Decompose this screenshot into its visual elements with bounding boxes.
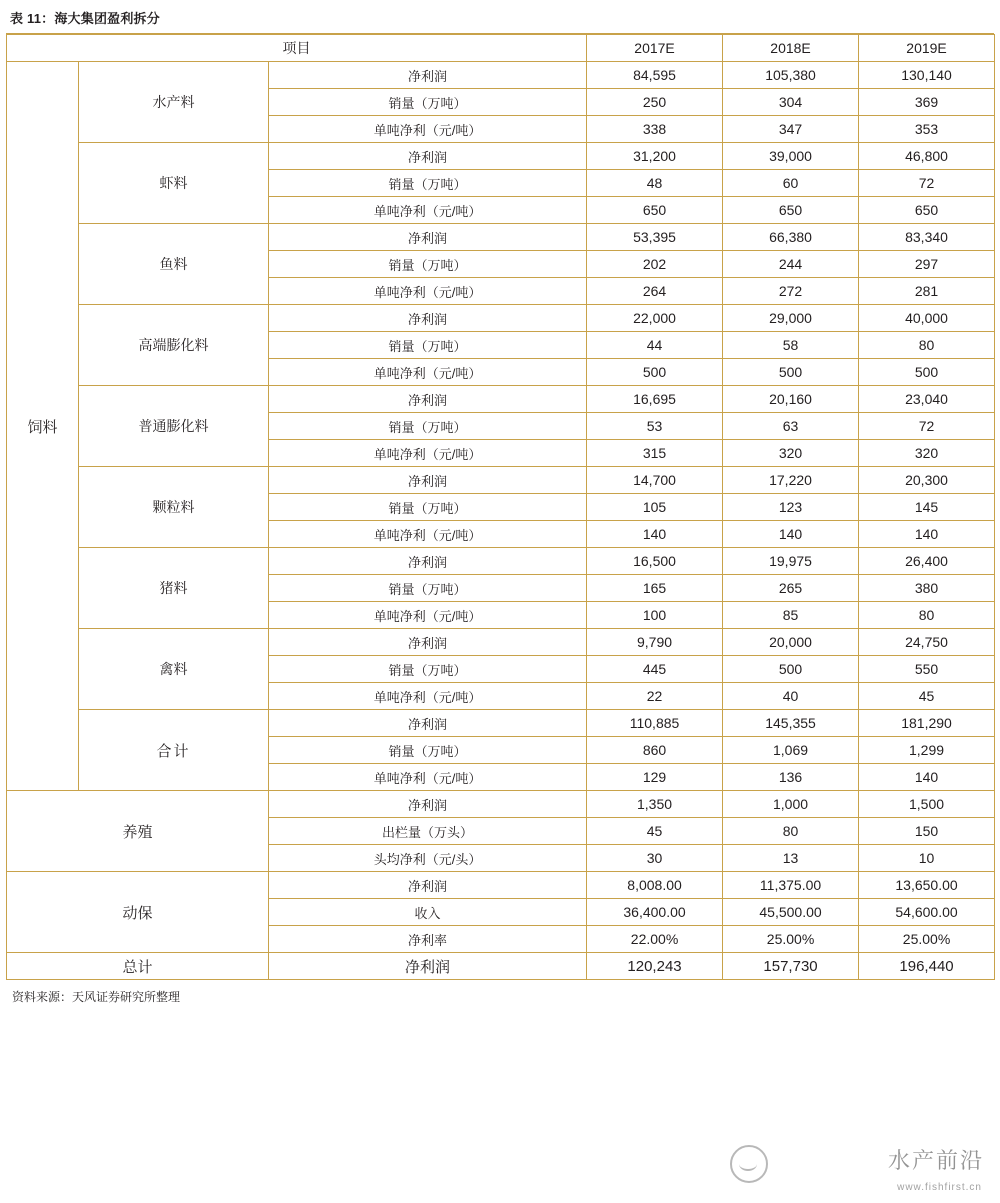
cell-value: 272 [723, 278, 859, 305]
cell-value: 1,350 [587, 791, 723, 818]
cell-value: 281 [859, 278, 995, 305]
table-head [7, 35, 995, 62]
cell-value: 110,885 [587, 710, 723, 737]
cell-value: 264 [587, 278, 723, 305]
metric-label: 净利率 [269, 926, 587, 953]
group-label-poultry: 禽料 [79, 629, 269, 710]
metric-label: 净利润 [269, 143, 587, 170]
table-row [7, 62, 995, 89]
cell-value: 196,440 [859, 953, 995, 980]
metric-label: 出栏量（万头） [269, 818, 587, 845]
cell-value: 25.00% [859, 926, 995, 953]
metric-label: 单吨净利（元/吨） [269, 683, 587, 710]
cell-value: 84,595 [587, 62, 723, 89]
cell-value: 19,975 [723, 548, 859, 575]
cell-value: 353 [859, 116, 995, 143]
group-label-shrimp: 虾料 [79, 143, 269, 224]
cell-value: 16,695 [587, 386, 723, 413]
table-row [7, 710, 995, 737]
cell-value: 369 [859, 89, 995, 116]
cell-value: 347 [723, 116, 859, 143]
cell-value: 500 [587, 359, 723, 386]
group-label-pig: 猪料 [79, 548, 269, 629]
cell-value: 58 [723, 332, 859, 359]
cell-value: 30 [587, 845, 723, 872]
cell-value: 22,000 [587, 305, 723, 332]
header-row [7, 35, 995, 62]
cell-value: 105,380 [723, 62, 859, 89]
cell-value: 14,700 [587, 467, 723, 494]
cell-value: 63 [723, 413, 859, 440]
metric-label: 净利润 [269, 710, 587, 737]
table-row [7, 224, 995, 251]
cell-value: 13 [723, 845, 859, 872]
cell-value: 53,395 [587, 224, 723, 251]
cell-value: 24,750 [859, 629, 995, 656]
metric-label: 净利润 [269, 791, 587, 818]
metric-label: 单吨净利（元/吨） [269, 116, 587, 143]
cell-value: 40 [723, 683, 859, 710]
cell-value: 129 [587, 764, 723, 791]
group-label-subtotal: 合计 [79, 710, 269, 791]
table-caption: 表 11：海大集团盈利拆分 [10, 11, 160, 26]
cell-value: 1,069 [723, 737, 859, 764]
group-label-aqua: 水产料 [79, 62, 269, 143]
cell-value: 500 [723, 359, 859, 386]
cell-value: 140 [859, 764, 995, 791]
cell-value: 304 [723, 89, 859, 116]
cell-value: 105 [587, 494, 723, 521]
cell-value: 320 [723, 440, 859, 467]
metric-label: 单吨净利（元/吨） [269, 521, 587, 548]
cell-value: 54,600.00 [859, 899, 995, 926]
cell-value: 265 [723, 575, 859, 602]
cell-value: 85 [723, 602, 859, 629]
header-year-2017e: 2017E [587, 35, 723, 62]
cell-value: 80 [859, 332, 995, 359]
cell-value: 250 [587, 89, 723, 116]
cell-value: 1,000 [723, 791, 859, 818]
cell-value: 157,730 [723, 953, 859, 980]
cell-value: 72 [859, 413, 995, 440]
watermark-url: www.fishfirst.cn [897, 1182, 982, 1193]
metric-label: 净利润 [269, 386, 587, 413]
cell-value: 45 [587, 818, 723, 845]
cell-value: 44 [587, 332, 723, 359]
cell-value: 48 [587, 170, 723, 197]
cell-value: 29,000 [723, 305, 859, 332]
group-label-grand-total: 总计 [7, 953, 269, 980]
cell-value: 320 [859, 440, 995, 467]
cell-value: 80 [859, 602, 995, 629]
cell-value: 8,008.00 [587, 872, 723, 899]
table-row [7, 467, 995, 494]
metric-label: 销量（万吨） [269, 413, 587, 440]
metric-label: 销量（万吨） [269, 575, 587, 602]
table-row [7, 386, 995, 413]
cell-value: 145,355 [723, 710, 859, 737]
cell-value: 53 [587, 413, 723, 440]
group-label-normal-extruded: 普通膨化料 [79, 386, 269, 467]
cell-value: 9,790 [587, 629, 723, 656]
table-body [7, 62, 995, 980]
cell-value: 26,400 [859, 548, 995, 575]
cell-value: 22 [587, 683, 723, 710]
cell-value: 500 [723, 656, 859, 683]
metric-label: 净利润 [269, 467, 587, 494]
cell-value: 100 [587, 602, 723, 629]
metric-label: 净利润 [269, 953, 587, 980]
metric-label: 头均净利（元/头） [269, 845, 587, 872]
cell-value: 60 [723, 170, 859, 197]
cell-value: 338 [587, 116, 723, 143]
group-label-animal-health: 动保 [7, 872, 269, 953]
cell-value: 165 [587, 575, 723, 602]
cell-value: 25.00% [723, 926, 859, 953]
cell-value: 315 [587, 440, 723, 467]
cell-value: 40,000 [859, 305, 995, 332]
cell-value: 39,000 [723, 143, 859, 170]
cell-value: 83,340 [859, 224, 995, 251]
cell-value: 1,299 [859, 737, 995, 764]
cell-value: 36,400.00 [587, 899, 723, 926]
table-row [7, 143, 995, 170]
cell-value: 202 [587, 251, 723, 278]
cell-value: 550 [859, 656, 995, 683]
cell-value: 13,650.00 [859, 872, 995, 899]
cell-value: 20,160 [723, 386, 859, 413]
profit-breakdown-table [6, 34, 995, 980]
cell-value: 16,500 [587, 548, 723, 575]
metric-label: 收入 [269, 899, 587, 926]
group-label-fish: 鱼料 [79, 224, 269, 305]
cell-value: 650 [723, 197, 859, 224]
watermark-fish-icon [730, 1145, 768, 1183]
cell-value: 10 [859, 845, 995, 872]
cell-value: 140 [723, 521, 859, 548]
cell-value: 445 [587, 656, 723, 683]
metric-label: 销量（万吨） [269, 656, 587, 683]
cell-value: 140 [859, 521, 995, 548]
cell-value: 123 [723, 494, 859, 521]
metric-label: 销量（万吨） [269, 170, 587, 197]
table-row [7, 548, 995, 575]
cell-value: 66,380 [723, 224, 859, 251]
table-row [7, 791, 995, 818]
cell-value: 45 [859, 683, 995, 710]
metric-label: 净利润 [269, 62, 587, 89]
table-row-grand-total [7, 953, 995, 980]
table-row [7, 629, 995, 656]
cell-value: 20,000 [723, 629, 859, 656]
header-item: 项目 [7, 35, 587, 62]
metric-label: 净利润 [269, 305, 587, 332]
metric-label: 单吨净利（元/吨） [269, 440, 587, 467]
metric-label: 销量（万吨） [269, 494, 587, 521]
metric-label: 销量（万吨） [269, 737, 587, 764]
metric-label: 销量（万吨） [269, 89, 587, 116]
metric-label: 净利润 [269, 548, 587, 575]
cell-value: 136 [723, 764, 859, 791]
header-year-2019e: 2019E [859, 35, 995, 62]
cell-value: 181,290 [859, 710, 995, 737]
cell-value: 150 [859, 818, 995, 845]
cell-value: 145 [859, 494, 995, 521]
metric-label: 销量（万吨） [269, 332, 587, 359]
cell-value: 11,375.00 [723, 872, 859, 899]
metric-label: 销量（万吨） [269, 251, 587, 278]
group-label-breeding: 养殖 [7, 791, 269, 872]
group-label-high-extruded: 高端膨化料 [79, 305, 269, 386]
cell-value: 80 [723, 818, 859, 845]
cell-value: 120,243 [587, 953, 723, 980]
cell-value: 860 [587, 737, 723, 764]
metric-label: 单吨净利（元/吨） [269, 278, 587, 305]
metric-label: 净利润 [269, 872, 587, 899]
cell-value: 45,500.00 [723, 899, 859, 926]
header-year-2018e: 2018E [723, 35, 859, 62]
table-row [7, 305, 995, 332]
metric-label: 单吨净利（元/吨） [269, 764, 587, 791]
cell-value: 31,200 [587, 143, 723, 170]
cell-value: 72 [859, 170, 995, 197]
table-row [7, 872, 995, 899]
cell-value: 46,800 [859, 143, 995, 170]
cell-value: 244 [723, 251, 859, 278]
metric-label: 单吨净利（元/吨） [269, 359, 587, 386]
source-note: 资料来源：天风证券研究所整理 [12, 990, 181, 1004]
cell-value: 140 [587, 521, 723, 548]
cell-value: 500 [859, 359, 995, 386]
group-label-feed: 饲料 [7, 62, 79, 791]
metric-label: 净利润 [269, 224, 587, 251]
cell-value: 22.00% [587, 926, 723, 953]
cell-value: 650 [587, 197, 723, 224]
cell-value: 1,500 [859, 791, 995, 818]
cell-value: 23,040 [859, 386, 995, 413]
cell-value: 380 [859, 575, 995, 602]
cell-value: 297 [859, 251, 995, 278]
watermark-text: 水产前沿 [887, 1148, 984, 1173]
metric-label: 单吨净利（元/吨） [269, 197, 587, 224]
cell-value: 650 [859, 197, 995, 224]
cell-value: 130,140 [859, 62, 995, 89]
group-label-pellet: 颗粒料 [79, 467, 269, 548]
cell-value: 17,220 [723, 467, 859, 494]
metric-label: 净利润 [269, 629, 587, 656]
cell-value: 20,300 [859, 467, 995, 494]
metric-label: 单吨净利（元/吨） [269, 602, 587, 629]
